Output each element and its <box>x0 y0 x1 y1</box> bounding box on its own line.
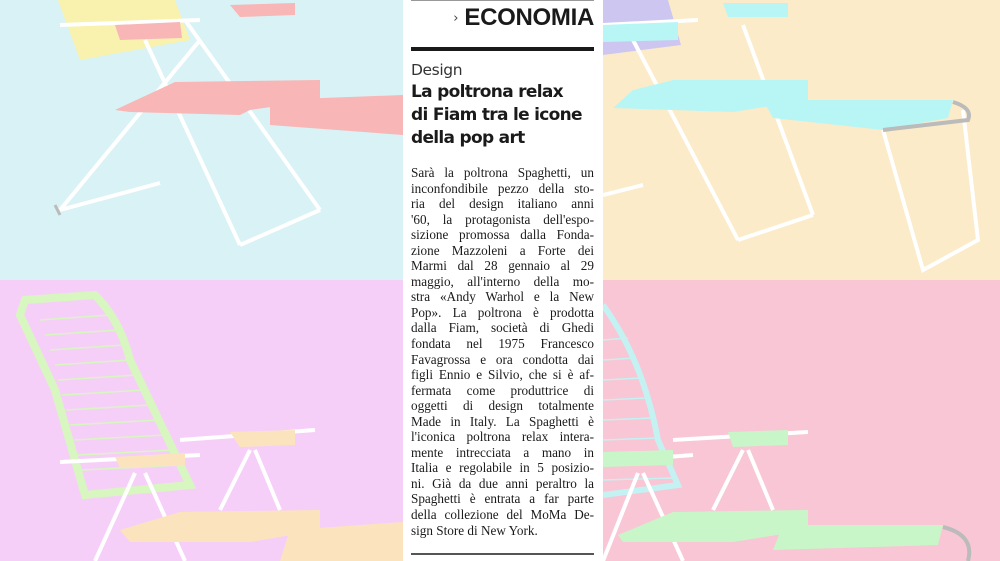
headline-line: della pop art <box>411 128 525 148</box>
body-line: mente intrecciata a mano in <box>411 444 594 460</box>
body-line: Made in Italy. La Spaghetti è <box>411 413 594 429</box>
headline-line: La poltrona relax <box>411 82 563 102</box>
background-quadrant-bottom-right <box>603 280 1000 561</box>
chair-illustration <box>0 280 403 561</box>
body-line: figli Ennio e Silvio, che si è af- <box>411 367 594 383</box>
body-line: ria del design italiano anni <box>411 196 594 212</box>
newspaper-clipping <box>403 0 603 561</box>
chair-illustration <box>603 0 1000 280</box>
body-line: sizione promossa dalla Fonda- <box>411 227 594 243</box>
body-line: sign Store di New York. <box>411 522 538 538</box>
article-kicker: Design <box>411 61 463 79</box>
chevron-right-icon: › <box>453 11 459 26</box>
chair-illustration <box>0 0 403 280</box>
body-line: ni. Già da due anni peraltro la <box>411 475 594 491</box>
body-line: Italia e regolabile in 5 posizio- <box>411 460 594 476</box>
headline-line: di Fiam tra le icone <box>411 105 582 125</box>
body-line: fermata come produttrice di <box>411 382 594 398</box>
body-line: Favagrossa e ora condotta dai <box>411 351 594 367</box>
chair-illustration <box>603 280 1000 561</box>
section-header <box>411 0 594 44</box>
body-line: oggetti di design totalmente <box>411 398 594 414</box>
body-line: Spaghetti è entrata a far parte <box>411 491 594 507</box>
body-line: Marmi dal 28 gennaio al 29 <box>411 258 594 274</box>
body-line: Pop». La poltrona è prodotta <box>411 304 594 320</box>
top-rule <box>411 0 594 1</box>
article-body <box>411 165 594 538</box>
body-line: Sarà la poltrona Spaghetti, un <box>411 165 594 180</box>
body-line: stra «Andy Warhol e la New <box>411 289 594 305</box>
body-line: dalla Fiam, società di Ghedi <box>411 320 594 336</box>
background-quadrant-top-left <box>0 0 403 280</box>
body-line: inconfondibile pezzo della sto- <box>411 180 594 196</box>
section-rule <box>411 47 594 51</box>
body-line: maggio, all'interno della mo- <box>411 273 594 289</box>
body-line: '60, la protagonista dell'espo- <box>411 211 594 227</box>
bottom-rule <box>411 553 594 555</box>
background-quadrant-bottom-left <box>0 280 403 561</box>
body-line: fondata nel 1975 Francesco <box>411 336 594 352</box>
article-headline <box>411 81 594 150</box>
body-line: l'iconica poltrona relax intera- <box>411 429 594 445</box>
body-line: zione Mazzoleni a Forte dei <box>411 242 594 258</box>
background-quadrant-top-right <box>603 0 1000 280</box>
body-line: della collezione del MoMa De- <box>411 507 594 523</box>
section-title: ECONOMIA <box>464 4 594 31</box>
